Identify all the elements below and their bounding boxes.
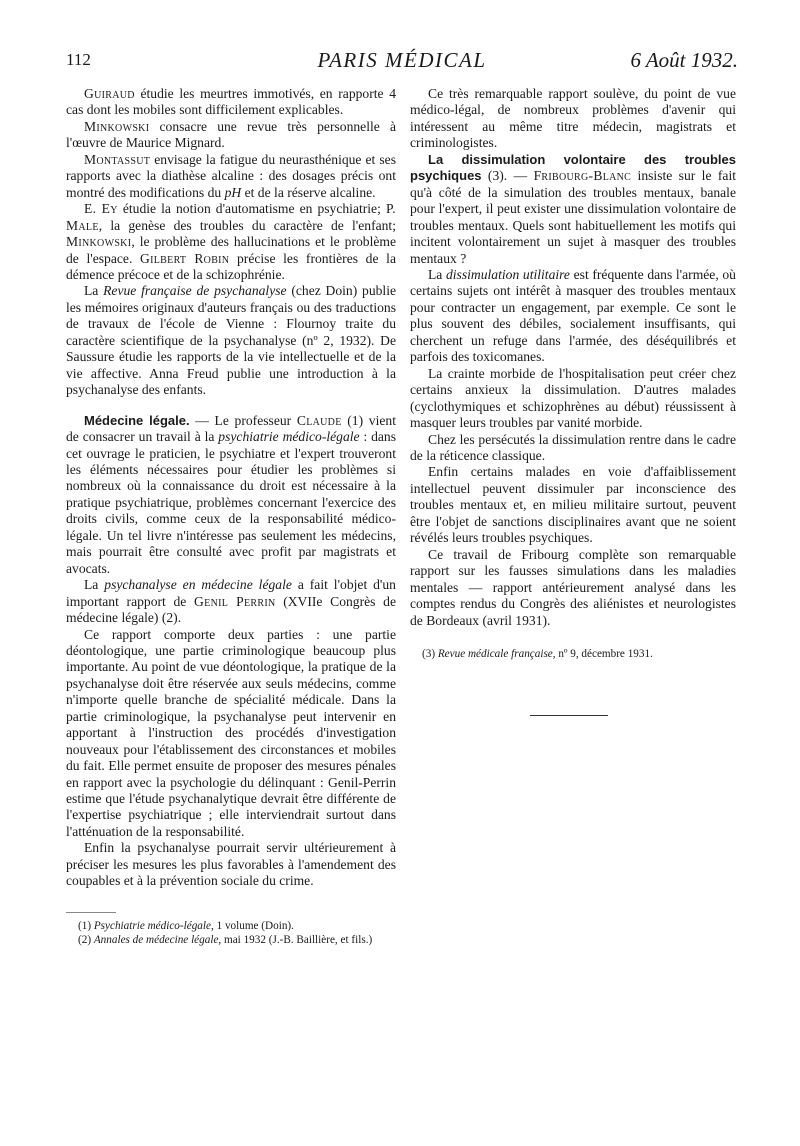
footnote-text: , nº 9, décembre 1931. — [552, 647, 653, 660]
paragraph-remarquable-rapport: Ce très remarquable rapport soulève, du point de vue médico-légal, de nombreux problèmes d'avenir qui intéressent au même titre médecin, magistrats et criminologistes. — [410, 86, 736, 151]
footnote-title: Annales de médecine légale — [93, 933, 219, 946]
author-name: Guiraud — [84, 86, 135, 101]
footnote-text: , mai 1932 (J.-B. Baillière, et fils.) — [218, 933, 373, 946]
paragraph-text: La — [428, 266, 446, 282]
page-header — [66, 50, 738, 76]
paragraph-text: étudie la notion d'automatisme en psychiatrie; — [117, 201, 386, 217]
paragraph-medecine-legale — [66, 413, 396, 578]
author-name: Gilbert Robin — [140, 250, 230, 266]
section-title: La dissimulation volontaire des troubles psychiques — [410, 151, 736, 184]
left-column — [66, 86, 396, 947]
paragraph-crainte-morbide: La crainte morbide de l'hospitalisation peut créer chez certains anxieux la dissimulation. D'autres malades (cyclothymiques et schizophrènes au début) réussissent à masquer leurs troubles par vanité morbide. — [410, 365, 736, 431]
footnote-number: (1) — [78, 919, 94, 932]
paragraph-montassut — [66, 152, 396, 201]
paragraph-text: , le problème des hallucinations et le problème de l'espace. — [66, 234, 396, 266]
paragraph-travail-fribourg: Ce travail de Fribourg complète son remarquable rapport sur les fausses simulations dans les maladies mentales — rapport antérieurement analysé dans les comptes rendus du Congrès des aliénistes et neurologistes de Bordeaux (avril 1931). — [410, 546, 736, 628]
paragraph-text: est fréquente dans l'armée, où certains sujets ont intérêt à masquer des troubles mentaux pour contracter un engagement, par exemple. Ce sont le plus souvent des débiles, socialement insuffisants, qui cherchent un refuge dans l'armée, des déséquilibrés et parfois des toxicomanes. — [410, 266, 736, 365]
author-name: Minkowski — [66, 234, 132, 250]
paragraph-text: et de la réserve alcaline. — [241, 184, 376, 200]
paragraph-text: (3). — — [481, 168, 534, 184]
footnote-title: Psychiatrie médico-légale — [93, 919, 211, 932]
paragraph-text: précise les frontières de la démence précoce et de la schizophrénie. — [66, 250, 396, 282]
paragraph-text: La — [84, 283, 104, 299]
paragraph-text: (chez Doin) publie les mémoires originaux d'auteurs français ou des traductions de travaux de l'école de Vienne : Flournoy traite du caractère scientifique de la psychanalyse (nº 2, 1932). De Saussure étudie les rapports de la vie intellectuelle et de la vie affective. Anna Freud publie une introduction à la psychanalyse des enfants. — [66, 283, 397, 398]
paragraph-dissimulation-utilitaire — [410, 267, 736, 366]
paragraph-guiraud — [66, 86, 396, 119]
journal-title: PARIS MÉDICAL — [317, 48, 487, 72]
section-title: Médecine légale. — [84, 412, 190, 428]
paragraph-text: consacre une revue très personnelle à l'œuvre de Maurice Mignard. — [66, 118, 396, 151]
paragraph-text: : dans cet ouvrage le praticien, le psychiatre et l'expert trouveront les éléments nécessaires pour étudier les problèmes si nombreux où la connaissance du droit est nécessaire à la pratique psychiatrique, problèmes concernant l'exercice des droits civils, comme ceux de la responsabilité médico-légale. Un tel livre n'intéresse pas seulement les médecins, mais pourrait être consulté avec profit par magistrats et avocats. — [66, 429, 397, 576]
book-title: psychiatrie médico-légale — [218, 429, 360, 445]
paragraph-text: , la genèse des troubles du caractère de l'enfant; — [98, 217, 396, 233]
page-number: 112 — [66, 50, 91, 69]
footnote-3 — [410, 647, 736, 661]
paragraph-rapport-parties: Ce rapport comporte deux parties : une partie déontologique, une partie criminologique beaucoup plus importante. Au point de vue déontologique, la pratique de la psychanalyse doit être réservée aux seuls médecins, comme n'importe quelle branche de spécialité médicale. Dans la partie criminologique, la psychanalyse peut intervenir en apportant à l'instruction des procédés d'investigation nouveaux pour l'établissement des circonstances et mobiles du fait. Elle permet ensuite de proposer des mesures pénales en rapport avec la psychologie du délinquant : Genil-Perrin estime que l'étude psychanalytique devrait être différente de l'expertise psychiatrique ; elle interviendrait surtout dans l'atténuation de la responsabilité. — [66, 626, 396, 839]
paragraph-text: envisage la fatigue du neurasthénique et ses rapports avec la diathèse alcaline : des dosages précis ont montré des modifications du — [66, 151, 396, 200]
end-rule — [530, 715, 608, 716]
author-name: Montassut — [84, 151, 151, 167]
paragraph-revue-psychanalyse — [66, 283, 396, 398]
paragraph-text: — Le professeur — [189, 412, 297, 428]
paragraph-text: (1) vient de consacrer un travail à la — [66, 412, 396, 445]
right-column — [410, 86, 736, 716]
issue-date: 6 Août 1932. — [630, 48, 738, 72]
author-name: Fribourg-Blanc — [533, 168, 632, 184]
paragraph-ey — [66, 201, 396, 283]
report-title: psychanalyse en médecine légale — [104, 577, 292, 593]
paragraph-text: La — [84, 577, 105, 593]
paragraph-affaiblissement: Enfin certains malades en voie d'affaiblissement intellectuel peuvent dissimuler par inconscience des troubles mentaux et, en milieu militaire surtout, peuvent être l'objet de sanctions disciplinaires avant que ne soient révélés leurs troubles psychiques. — [410, 464, 736, 546]
footnote-separator — [66, 912, 116, 913]
footnote-1 — [66, 919, 396, 933]
footnotes-right — [410, 647, 736, 661]
paragraph-minkowski — [66, 119, 396, 152]
author-name: E. Ey — [84, 201, 118, 217]
author-name: Minkowski — [84, 118, 150, 134]
footnote-2 — [66, 933, 396, 947]
footnotes-left — [66, 912, 396, 947]
paragraph-enfin-psychanalyse: Enfin la psychanalyse pourrait servir ultérieurement à préciser les mesures les plus favorables à l'amendement des coupables et à la prévention sociale du crime. — [66, 840, 396, 889]
paragraph-text: a fait l'objet d'un important rapport de — [66, 577, 396, 609]
footnote-title: Revue médicale française — [437, 647, 553, 660]
term: dissimulation utilitaire — [445, 266, 570, 282]
journal-name: Revue française de psychanalyse — [103, 283, 287, 299]
paragraph-dissimulation-volontaire — [410, 152, 736, 267]
ph-term: pH — [224, 184, 242, 200]
footnote-number: (3) — [422, 647, 438, 660]
paragraph-text: étudie les meurtres immotivés, en rapporte 4 cas dont les mobiles sont difficilement explicables. — [66, 86, 396, 118]
footnote-text: , 1 volume (Doin). — [210, 919, 294, 932]
paragraph-psychanalyse-medecine-legale — [66, 577, 396, 626]
author-name: Genil Perrin — [194, 593, 276, 609]
paragraph-text: (XVIIe Congrès de médecine légale) (2). — [66, 593, 396, 626]
author-name: P. Male — [66, 201, 396, 233]
paragraph-text: insiste sur le fait qu'à côté de la simulation des troubles mentaux, banale pour l'expert, il peut exister une dissimulation volontaire de troubles mentaux. Quels sont habituellement les motifs qui incitent volontairement un sujet à masquer des troubles mentaux ? — [410, 168, 737, 266]
footnote-number: (2) — [78, 933, 94, 946]
paragraph-persecutes: Chez les persécutés la dissimulation rentre dans le cadre de la réticence classique. — [410, 431, 736, 463]
author-name: Claude — [296, 412, 342, 428]
